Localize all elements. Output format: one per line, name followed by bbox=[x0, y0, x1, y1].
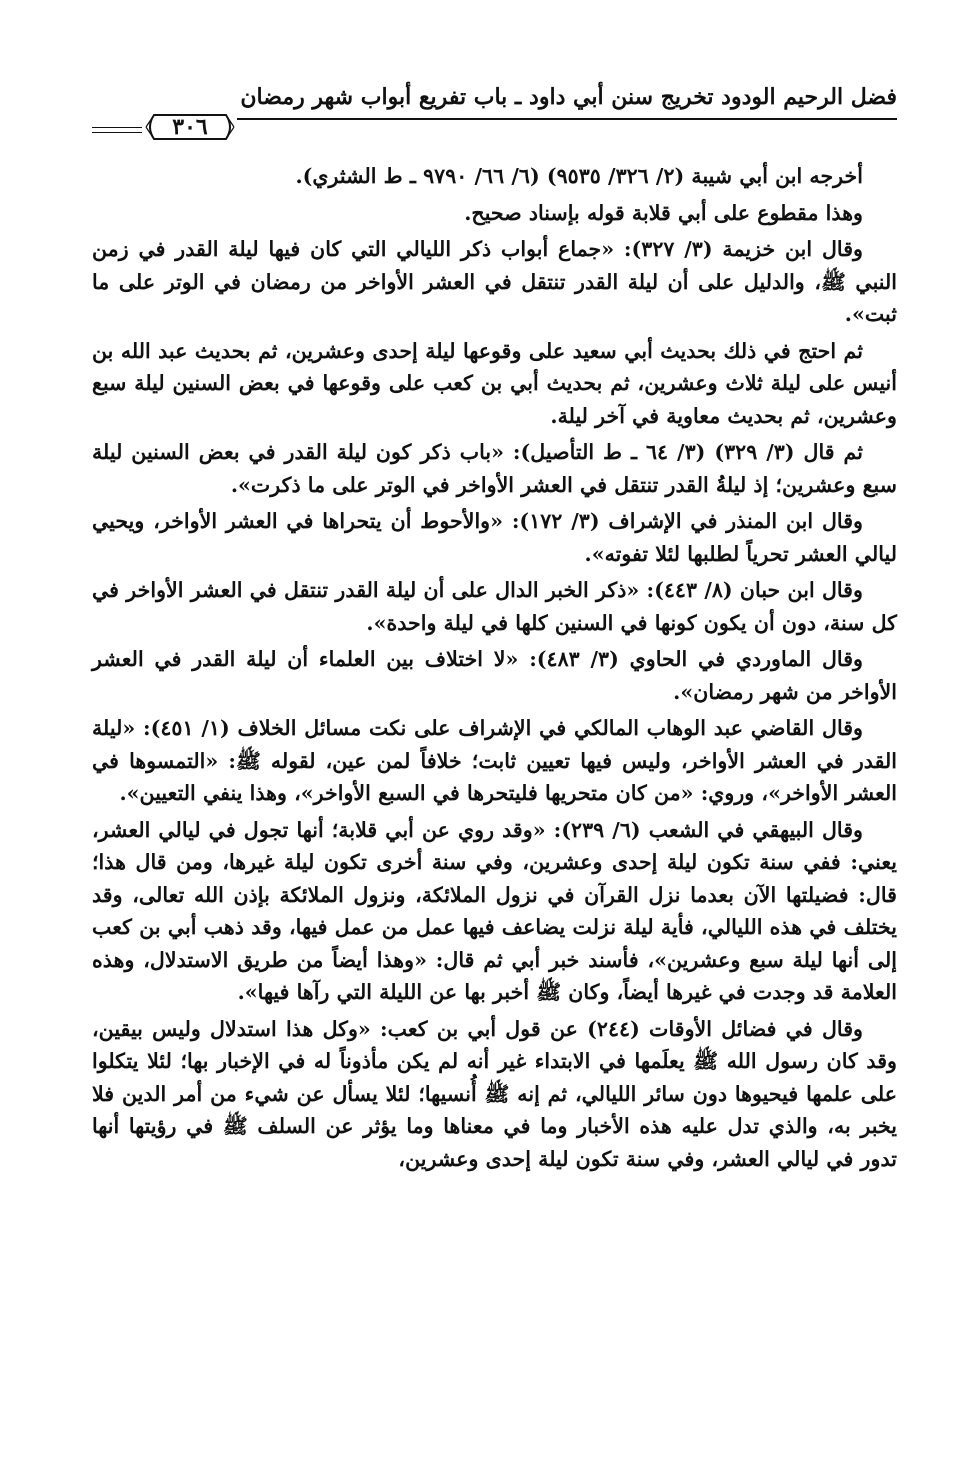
paragraph: وقال البيهقي في الشعب (٦/ ٢٣٩): «وقد روي عن أبي قلابة؛ أنها تجول في ليالي العشر، يعني: ففي سنة تكون ليلة إحدى وعشرين، وفي سنة أخرى تكون ليلة غيرها، ومن قال هذا؛ قال: فضيلتها الآن بعدما نزل القرآن في نزول الملائكة، ونزول الملائكة بإذن الله تعالى، وقد يختلف في هذه الليالي، فأية ليلة نزلت يضاعف فيها عمل من عمل فيها، وقد ذهب أبي بن كعب إلى أنها ليلة سبع وعشرين»، فأسند خبر أبي ثم قال: «وهذا أيضاً من طريق الاستدلال، وهذه العلامة قد وجدت في غيرها أيضاً، وكان ﷺ أخبر بها عن الليلة التي رآها فيها». bbox=[92, 817, 897, 1004]
paragraph: أخرجه ابن أبي شيبة (٢/ ٣٢٦/ ٩٥٣٥) (٦/ ٦٦/ ٩٧٩٠ ـ ط الشثري). bbox=[295, 164, 863, 188]
paragraph: وقال القاضي عبد الوهاب المالكي في الإشراف على نكت مسائل الخلاف (١/ ٤٥١): «ليلة القدر في العشر الأواخر، وليس فيها تعيين ثابت؛ خلافاً لمن عين، لقوله ﷺ: «التمسوها في العشر الأواخر»، وروي: «من كان متحريها فليتحرها في السبع الأواخر»، وهذا ينفي التعيين». bbox=[92, 716, 897, 805]
page-header bbox=[92, 84, 897, 148]
paragraph: وقال في فضائل الأوقات (٢٤٤) عن قول أبي بن كعب: «وكل هذا استدلال وليس بيقين، وقد كان رسول الله ﷺ يعلَمها في الابتداء غير أنه لم يكن مأذوناً له في الإخبار بها؛ لئلا يتكلوا على علمها فيحيوها دون سائر الليالي، ثم إنه ﷺ أُنسيها؛ لئلا يسأل عن شيء من أمر الدين فلا يخبر به، والذي تدل عليه هذه الأخبار وما في معناها وما يؤثر عن السلف ﷺ في رؤيتها أنها تدور في ليالي العشر، وفي سنة تكون ليلة إحدى وعشرين، bbox=[92, 1016, 897, 1171]
paragraph: وهذا مقطوع على أبي قلابة قوله بإسناد صحيح. bbox=[464, 200, 863, 225]
header-rule bbox=[237, 118, 897, 120]
paragraph: ثم احتج في ذلك بحديث أبي سعيد على وقوعها ليلة إحدى وعشرين، ثم بحديث عبد الله بن أنيس على ليلة ثلاث وعشرين، ثم بحديث أبي بن كعب على وقوعها في بعض السنين ليلة سبع وعشرين، ثم بحديث معاوية في آخر ليلة. bbox=[92, 338, 897, 428]
main-text bbox=[92, 160, 897, 1175]
paragraph: وقال ابن حبان (٨/ ٤٤٣): «ذكر الخبر الدال على أن ليلة القدر تنتقل في العشر الأواخر في كل سنة، دون أن يكون كونها في السنين كلها في ليلة واحدة». bbox=[92, 578, 897, 635]
page-number: ٣٠٦ bbox=[172, 114, 208, 140]
header-rule-double bbox=[92, 127, 142, 133]
paragraph: وقال ابن خزيمة (٣/ ٣٢٧): «جماع أبواب ذكر الليالي التي كان فيها ليلة القدر في زمن النبي ﷺ، والدليل على أن ليلة القدر تنتقل في العشر الأواخر من رمضان في الوتر على ما ثبت». bbox=[92, 237, 897, 326]
running-title: فضل الرحيم الودود تخريج سنن أبي داود ـ باب تفريع أبواب شهر رمضان bbox=[240, 84, 897, 110]
paragraph: وقال الماوردي في الحاوي (٣/ ٤٨٣): «لا اختلاف بين العلماء أن ليلة القدر في العشر الأواخر من شهر رمضان». bbox=[92, 647, 897, 704]
paragraph: وقال ابن المنذر في الإشراف (٣/ ١٧٢): «والأحوط أن يتحراها في العشر الأواخر، ويحيي ليالي العشر تحرياً لطلبها لئلا تفوته». bbox=[92, 509, 897, 566]
paragraph: ثم قال (٣/ ٣٢٩) (٣/ ٦٤ ـ ط التأصيل): «باب ذكر كون ليلة القدر في بعض السنين ليلة سبع وعشرين؛ إذ ليلةُ القدر تنتقل في العشر الأواخر في الوتر على ما ذكرت». bbox=[92, 440, 897, 497]
page-number-ornament bbox=[144, 111, 236, 143]
